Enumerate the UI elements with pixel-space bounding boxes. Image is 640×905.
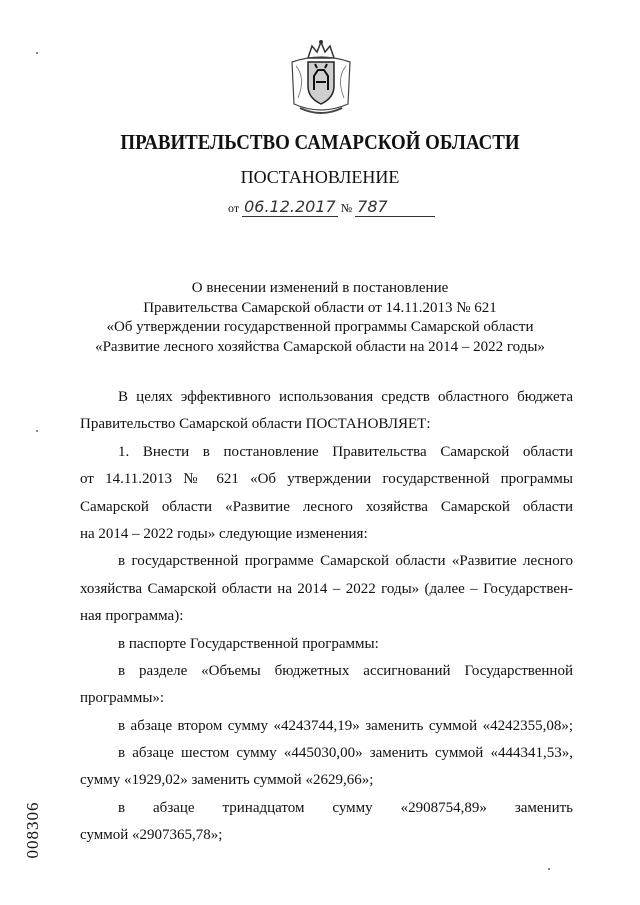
body-line: в паспорте Государственной программы: [118, 635, 379, 652]
scan-mark [548, 868, 550, 870]
scan-mark [36, 52, 38, 54]
document-subject [60, 279, 580, 357]
body-line: Правительство Самарской области ПОСТАНОВЛЯЕТ: [80, 416, 431, 433]
body-line: Самарской области «Развитие лесного хозяйства Самарской области [80, 498, 573, 515]
subject-line: Правительства Самарской области от 14.11.2013 № 621 [143, 299, 497, 316]
handwritten-number: 787 [355, 197, 435, 217]
body-line: в абзаце тринадцатом сумму «2908754,89» заменить [118, 799, 573, 816]
body-line: суммой «2907365,78»; [80, 827, 223, 844]
government-title: ПРАВИТЕЛЬСТВО САМАРСКОЙ ОБЛАСТИ [120, 130, 520, 154]
date-number-line [228, 197, 435, 217]
subject-line: «Об утверждении государственной программы Самарской области [106, 319, 534, 335]
coat-of-arms-icon [286, 38, 356, 118]
body-line: на 2014 – 2022 годы» следующие изменения: [80, 525, 368, 542]
body-line: в абзаце шестом сумму «445030,00» заменить суммой «444341,53», [118, 745, 573, 762]
archive-number-text: 008306 [23, 801, 42, 859]
body-line: программы»: [80, 690, 165, 707]
document-body [80, 384, 573, 850]
number-prefix: № [340, 201, 353, 215]
scan-mark [36, 430, 38, 432]
archive-number [18, 785, 48, 875]
handwritten-date: 06.12.2017 [244, 197, 336, 216]
subject-line: «Развитие лесного хозяйства Самарской области на 2014 – 2022 годы» [95, 338, 545, 355]
subject-line: О внесении изменений в постановление [191, 280, 449, 296]
body-line: от 14.11.2013 № 621 «Об утверждении государственной программы [80, 471, 573, 488]
date-prefix: от [228, 201, 240, 215]
body-line: в разделе «Объемы бюджетных ассигнований Государственной [118, 662, 573, 679]
body-line: хозяйства Самарской области на 2014 – 2022 годы» (далее – Государствен- [80, 580, 573, 597]
body-line: сумму «1929,02» заменить суммой «2629,66»; [80, 772, 374, 789]
body-line: в государственной программе Самарской области «Развитие лесного [118, 553, 573, 570]
body-line: ная программа): [80, 608, 184, 625]
body-line: 1. Внести в постановление Правительства Самарской области [118, 443, 573, 460]
body-line: В целях эффективного использования средств областного бюджета [118, 389, 573, 405]
body-line: в абзаце втором сумму «4243744,19» заменить суммой «4242355,08»; [118, 717, 573, 734]
document-type: ПОСТАНОВЛЕНИЕ [240, 167, 400, 187]
